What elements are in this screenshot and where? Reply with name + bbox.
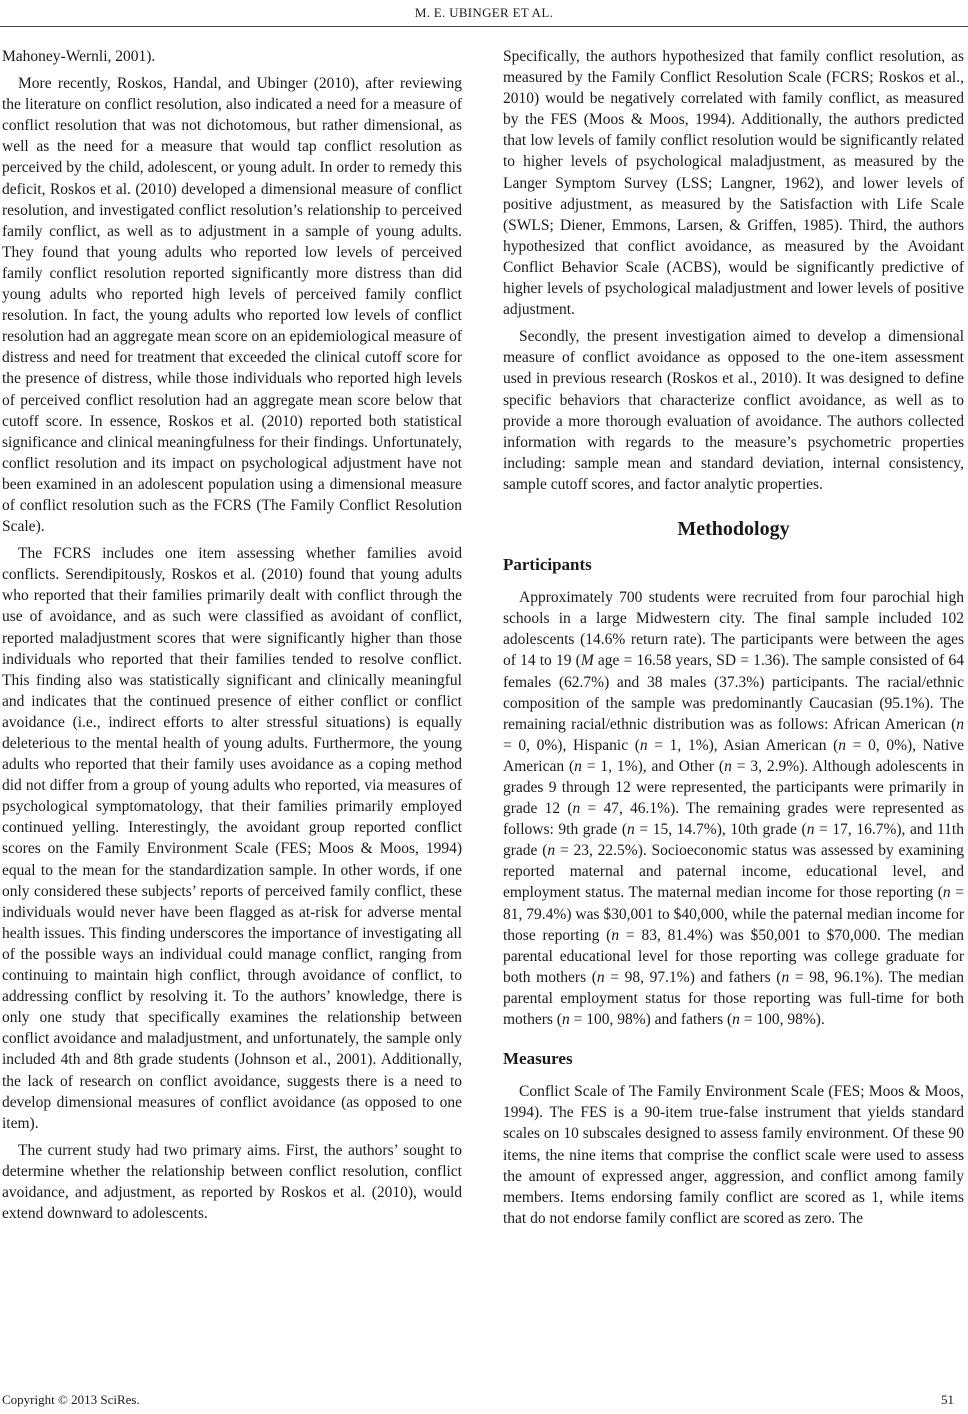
header-rule	[0, 26, 968, 27]
page-number: 51	[941, 1392, 954, 1407]
paragraph: More recently, Roskos, Handal, and Ubinger (2010), after reviewing the literature on conflict resolution, also indicated a need for a measure of conflict resolution that was not dichotomous, but rather dimensional, as well as the need for a measure that would tap conflict resolution as perceived by the child, adolescent, or young adult. In order to remedy this deficit, Roskos et al. (2010) developed a dimensional measure of conflict resolution, and investigated conflict resolution’s relationship to perceived family conflict, as well as to adjustment in a sample of young adults. They found that young adults who reported low levels of perceived family conflict resolution reported significantly more distress than did young adults who reported high levels of perceived family conflict resolution. In fact, the young adults who reported low levels of conflict resolution had an aggregate mean score on an epidemiological measure of distress and need for treatment that exceeded the clinical cutoff score for the presence of distress, while those individuals who reported high levels of perceived conflict resolution had an aggregate mean score below that cutoff score. In essence, Roskos et al. (2010) reported both statistical significance and clinical meaningfulness for their findings. Unfortunately, conflict resolution and its impact on psychological adjustment have not been examined in an adolescent population using a dimensional measure of conflict resolution such as the FCRS (The Family Conflict Resolution Scale).	[2, 75, 462, 536]
paragraph: The FCRS includes one item assessing whether families avoid conflicts. Serendipitously, Roskos et al. (2010) found that young adults who reported that their families primarily dealt with conflict through the use of avoidance, and as such were classified as avoidant of conflict, reported maladjustment scores that were significantly higher than those individuals who reported that their families tended to resolve conflict. This finding also was statistically significant and clinically meaningful and indicates that the continued presence of either conflict or conflict avoidance (i.e., indirect efforts to alter stressful situations) is equally deleterious to the mental health of young adults. Furthermore, the young adults who reported that their family uses avoidance as a coping method did not differ from a group of young adults who reported, via measures of psychological symptomatology, that their families primarily employed continued yelling. Interestingly, the avoidant group reported conflict scores on the Family Environment Scale (FES; Moos & Moos, 1994) equal to the mean for the standardization sample. In other words, if one only considered these subjects’ reports of perceived family conflict, these individuals would never have been flagged as at-risk for adverse mental health issues. This finding underscores the importance of investigating all of the possible ways an individual could manage conflict, ranging from continuing to maintain high conflict, through avoidance of conflict, to addressing conflict by resolving it. To the authors’ knowledge, there is only one study that specifically examines the relationship between conflict avoidance and maladjustment, and unfortunately, the sample only included 4th and 8th grade students (Johnson et al., 2001). Additionally, the lack of research on conflict avoidance, suggests there is a need to develop dimensional measures of conflict avoidance (as opposed to one item).	[2, 545, 462, 1132]
right-column	[503, 46, 964, 1229]
subsection-title-measures: Measures	[503, 1049, 573, 1069]
running-head: M. E. UBINGER ET AL.	[414, 5, 554, 20]
paragraph: The current study had two primary aims. First, the authors’ sought to determine whether the relationship between conflict resolution, conflict avoidance, and adjustment, as reported by Roskos et al. (2010), would extend downward to adolescents.	[2, 1141, 462, 1223]
paragraph: Mahoney-Wernli, 2001).	[2, 48, 156, 65]
paragraph-participants: Approximately 700 students were recruited from four parochial high schools in a large Midwestern city. The final sample included 102 adolescents (14.6% return rate). The participants were between the ages of 14 to 19 (M age = 16.58 years, SD = 1.36). The sample consisted of 64 females (62.7%) and 38 males (37.3%) participants. The racial/ethnic composition of the sample was predominantly Caucasian (95.1%). The remaining racial/ethnic distribution was as follows: African American (n = 0, 0%), Hispanic (n = 1, 1%), Asian American (n = 0, 0%), Native American (n = 1, 1%), and Other (n = 3, 2.9%). Although adolescents in grades 9 through 12 were represented, the participants were primarily in grade 12 (n = 47, 46.1%). The remaining grades were represented as follows: 9th grade (n = 15, 14.7%), 10th grade (n = 17, 16.7%), and 11th grade (n = 23, 22.5%). Socioeconomic status was assessed by examining reported maternal and paternal income, educational level, and employment status. The maternal median income for those reporting (n = 81, 79.4%) was $30,001 to $40,000, while the paternal median income for those reporting (n = 83, 81.4%) was $50,001 to $70,000. The median parental educational level for those reporting was college graduate for both mothers (n = 98, 97.1%) and fathers (n = 98, 96.1%). The median parental employment status for those reporting was full-time for both mothers (n = 100, 98%) and fathers (n = 100, 98%).	[503, 589, 965, 1029]
paragraph: Specifically, the authors hypothesized that family conflict resolution, as measured by the Family Conflict Resolution Scale (FCRS; Roskos et al., 2010) would be negatively correlated with family conflict, as measured by the FES (Moos & Moos, 1994). Additionally, the authors predicted that low levels of family conflict resolution would be significantly related to higher levels of psychological maladjustment, as measured by the Langer Symptom Survey (LSS; Langner, 1962), and lower levels of positive adjustment, as measured by the Satisfaction with Life Scale (SWLS; Diener, Emmons, Larsen, & Griffen, 1985). Third, the authors hypothesized that conflict avoidance, as measured by the Avoidant Conflict Behavior Scale (ACBS), would be significantly predictive of higher levels of psychological maladjustment and lower levels of positive adjustment.	[503, 48, 964, 319]
subsection-title-participants: Participants	[503, 555, 592, 575]
left-column	[2, 46, 462, 1224]
copyright-notice: Copyright © 2013 SciRes.	[2, 1392, 140, 1407]
paragraph-measures: Conflict Scale of The Family Environment Scale (FES; Moos & Moos, 1994). The FES is a 90-item true-false instrument that yields standard scales on 10 subscales designed to assess family environment. Of these 90 items, the nine items that comprise the conflict scale were used to assess the amount of expressed anger, aggression, and conflict among family members. Items endorsing family conflict are scored as 1, while items that do not endorse family conflict are scored as zero. The	[503, 1083, 964, 1227]
section-title-methodology: Methodology	[677, 517, 790, 540]
paragraph: Secondly, the present investigation aimed to develop a dimensional measure of conflict avoidance as opposed to the one-item assessment used in previous research (Roskos et al., 2010). It was designed to define specific behaviors that characterize conflict avoidance, as well as to provide a more thorough evaluation of avoidance. The authors collected information with regards to the measure’s psychometric properties including: sample mean and standard deviation, internal consistency, sample cutoff scores, and factor analytic properties.	[503, 328, 964, 493]
